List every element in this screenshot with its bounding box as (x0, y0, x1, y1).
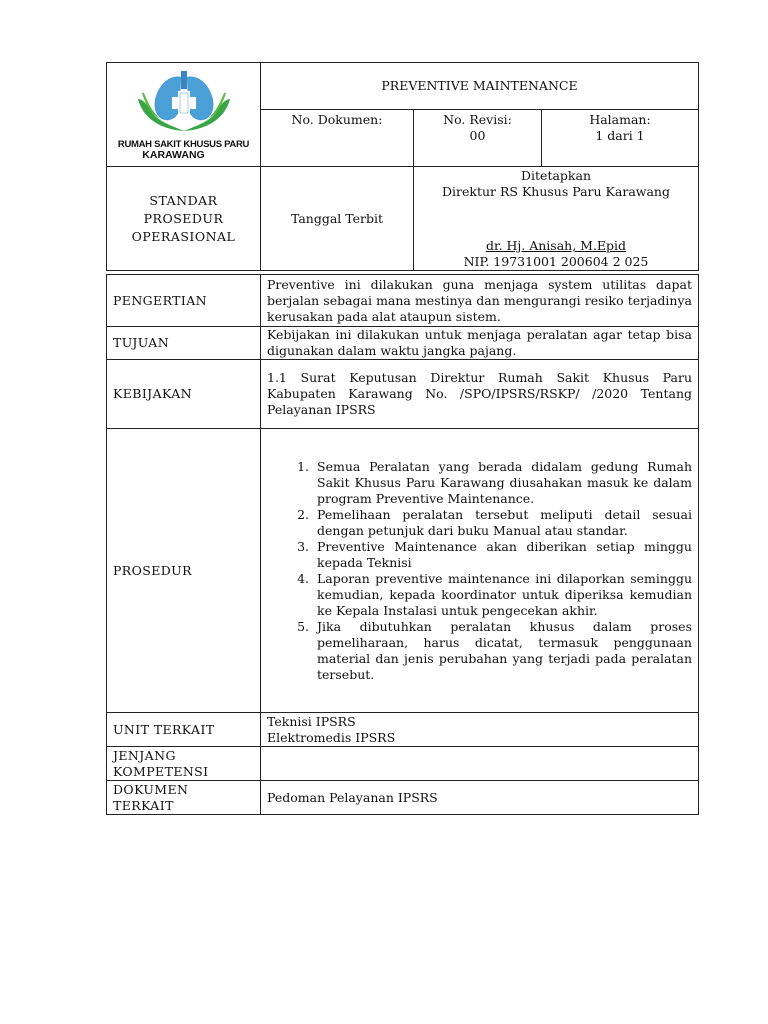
dokumen-line2: TERKAIT (113, 797, 174, 813)
header-table (106, 62, 699, 271)
procedure-step: 4. Laporan preventive maintenance ini dilaporkan seminggu kemudian, kepada koordinator untuk diperiksa kemudian ke Kepala Instalasi untuk pengecekan akhir. (313, 571, 692, 619)
logo-caption-line1: RUMAH SAKIT KHUSUS PARU (117, 138, 250, 150)
sop-line2: PROSEDUR (143, 210, 224, 226)
dokumen-line1: DOKUMEN (113, 781, 189, 797)
content-table (106, 274, 699, 815)
revision-value: 00 (469, 128, 486, 143)
sop-title-cell (107, 167, 261, 271)
text-dokumen-terkait: Pedoman Pelayanan IPSRS (261, 781, 699, 815)
procedure-steps (267, 459, 692, 683)
revision-label: No. Revisi: (443, 112, 512, 127)
procedure-step: 2. Pemelihaan peralatan tersebut meliputi detail sesuai dengan petunjuk dari buku Manual atau standar. (313, 507, 692, 539)
row-dokumen-terkait (107, 781, 699, 815)
label-prosedur: PROSEDUR (107, 429, 261, 713)
page-cell (542, 110, 699, 167)
row-prosedur (107, 429, 699, 713)
page-label: Halaman: (589, 112, 651, 127)
row-unit-terkait (107, 713, 699, 747)
signer-nip: NIP. 19731001 200604 2 025 (463, 254, 649, 269)
lungs-hands-logo-icon (134, 69, 234, 137)
sop-line1: STANDAR (149, 192, 218, 208)
page-value: 1 dari 1 (595, 128, 645, 143)
approval-cell (414, 167, 699, 271)
text-unit-terkait (261, 713, 699, 747)
approved-label: Ditetapkan (521, 168, 591, 183)
text-prosedur (261, 429, 699, 713)
row-kebijakan (107, 360, 699, 429)
approved-by: Direktur RS Khusus Paru Karawang (442, 184, 670, 199)
procedure-step: 3. Preventive Maintenance akan diberikan setiap minggu kepada Teknisi (313, 539, 692, 571)
sop-line3: OPERASIONAL (131, 228, 236, 244)
unit-line2: Elektromedis IPSRS (267, 729, 396, 745)
label-jenjang (107, 747, 261, 781)
document-title: PREVENTIVE MAINTENANCE (261, 63, 699, 110)
label-tujuan: TUJUAN (107, 327, 261, 360)
label-pengertian: PENGERTIAN (107, 275, 261, 327)
row-pengertian (107, 275, 699, 327)
jenjang-line1: JENJANG (113, 747, 176, 763)
text-kebijakan: 1.1 Surat Keputusan Direktur Rumah Sakit Khusus Paru Kabupaten Karawang No. /SPO/IPSRS/RSKP/ /2020 Tentang Pelayanan IPSRS (261, 360, 699, 429)
row-tujuan (107, 327, 699, 360)
signer-name: dr. Hj. Anisah, M.Epid (485, 238, 627, 253)
revision-cell (414, 110, 542, 167)
unit-line1: Teknisi IPSRS (267, 713, 356, 729)
issued-date-label: Tanggal Terbit (261, 167, 414, 271)
label-unit-terkait: UNIT TERKAIT (107, 713, 261, 747)
label-dokumen-terkait (107, 781, 261, 815)
doc-number-label: No. Dokumen: (261, 110, 414, 167)
sop-document (106, 62, 698, 815)
logo-caption-line2: KARAWANG (142, 148, 205, 161)
label-kebijakan: KEBIJAKAN (107, 360, 261, 429)
procedure-step: 1. Semua Peralatan yang berada didalam gedung Rumah Sakit Khusus Paru Karawang diusahakan masuk ke dalam program Preventive Maintenance. (313, 459, 692, 507)
logo-cell (107, 63, 261, 167)
procedure-step: 5. Jika dibutuhkan peralatan khusus dalam proses pemeliharaan, harus dicatat, termasuk penggunaan material dan jenis perubahan yang terjadi pada peralatan tersebut. (313, 619, 692, 683)
text-tujuan: Kebijakan ini dilakukan untuk menjaga peralatan agar tetap bisa digunakan dalam waktu jangka pajang. (261, 327, 699, 360)
hospital-logo (111, 69, 256, 161)
text-jenjang (261, 747, 699, 781)
row-jenjang (107, 747, 699, 781)
text-pengertian: Preventive ini dilakukan guna menjaga system utilitas dapat berjalan sebagai mana mestinya dan mengurangi resiko terjadinya kerusakan pada alat ataupun sistem. (261, 275, 699, 327)
jenjang-line2: KOMPETENSI (113, 763, 209, 779)
